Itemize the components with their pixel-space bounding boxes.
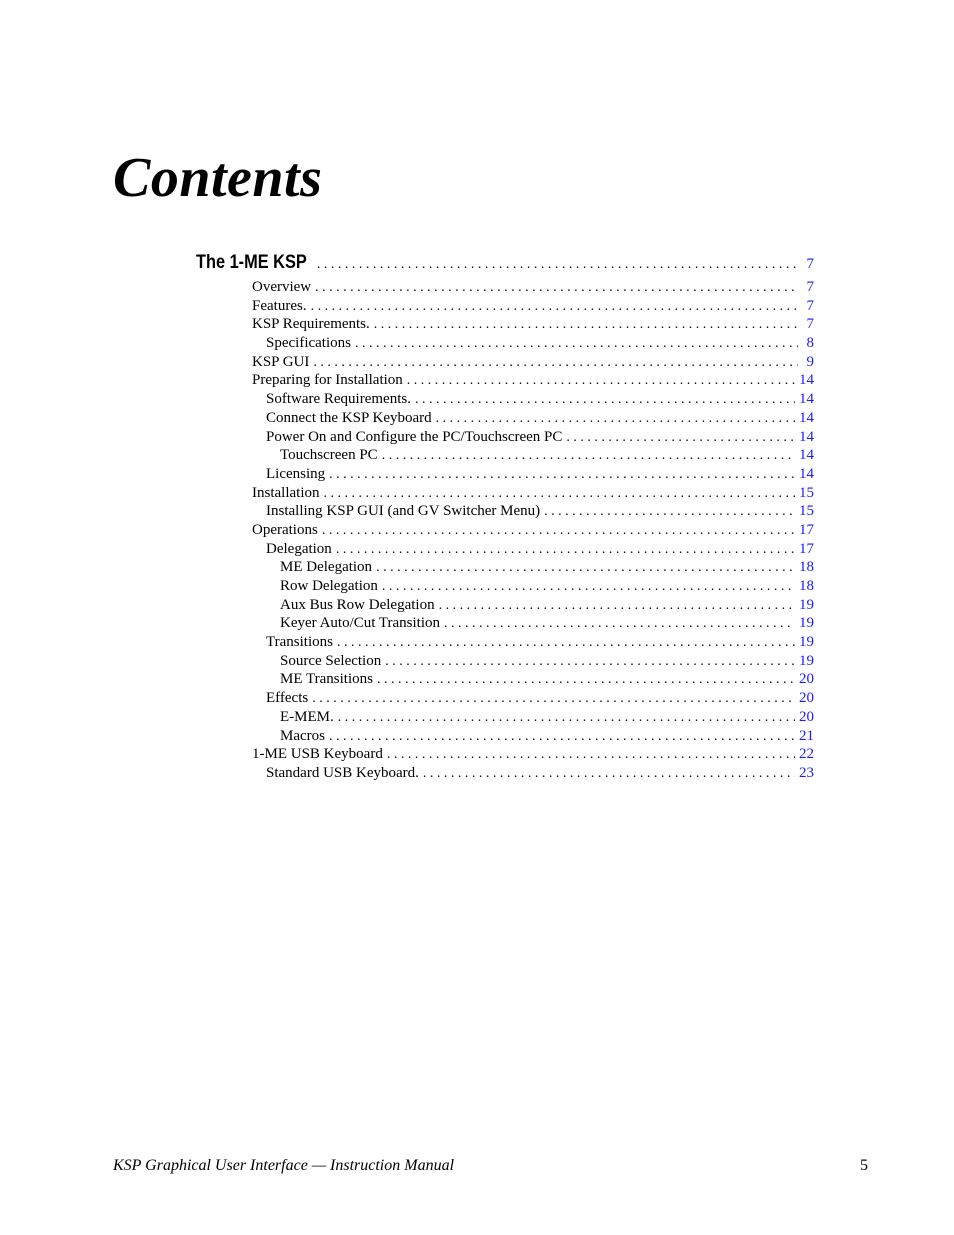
table-of-contents — [196, 252, 814, 783]
toc-entry[interactable] — [196, 334, 814, 353]
dot-leader — [376, 559, 795, 578]
toc-entry-label: Connect the KSP Keyboard — [266, 409, 432, 426]
toc-page-link[interactable]: 14 — [799, 428, 814, 445]
toc-entry-label: E-MEM. — [280, 708, 334, 725]
toc-entry-label: Aux Bus Row Delegation — [280, 596, 435, 613]
dot-leader — [407, 372, 795, 391]
page-title: Contents — [113, 147, 323, 209]
toc-entry[interactable] — [196, 353, 814, 372]
toc-page-link[interactable]: 20 — [799, 671, 814, 688]
toc-page-link[interactable]: 15 — [799, 484, 814, 501]
toc-entry[interactable] — [196, 446, 814, 465]
toc-entry[interactable] — [196, 278, 814, 297]
toc-page-link[interactable]: 14 — [799, 409, 814, 426]
dot-leader — [313, 354, 798, 373]
toc-page-link[interactable]: 7 — [806, 316, 814, 333]
toc-page-link[interactable]: 8 — [806, 335, 814, 352]
chapter-page-link[interactable]: 7 — [806, 256, 814, 272]
dot-leader — [337, 634, 795, 653]
toc-page-link[interactable]: 22 — [799, 746, 814, 763]
dot-leader — [377, 671, 795, 690]
toc-entry-label: Transitions — [266, 634, 333, 651]
dot-leader — [336, 541, 795, 560]
toc-page-link[interactable]: 20 — [799, 708, 814, 725]
dot-leader — [382, 447, 795, 466]
toc-entry[interactable] — [196, 428, 814, 447]
toc-page-link[interactable]: 7 — [806, 297, 814, 314]
toc-page-link[interactable]: 9 — [806, 353, 814, 370]
toc-page-link[interactable]: 18 — [799, 559, 814, 576]
footer-title: KSP Graphical User Interface — Instruction Manual — [113, 1157, 455, 1174]
dot-leader — [329, 466, 795, 485]
dot-leader — [329, 728, 795, 747]
toc-entry[interactable] — [196, 558, 814, 577]
dot-leader — [444, 615, 795, 634]
toc-page-link[interactable]: 20 — [799, 690, 814, 707]
toc-entry[interactable] — [196, 652, 814, 671]
dot-leader — [311, 298, 798, 317]
toc-entry-label: Operations — [252, 521, 318, 538]
toc-entry-list — [196, 278, 814, 783]
dot-leader — [387, 746, 795, 765]
dot-leader — [317, 257, 798, 273]
toc-entry-label: Source Selection — [280, 652, 382, 669]
toc-entry-label: Installing KSP GUI (and GV Switcher Menu) — [266, 503, 541, 520]
toc-entry[interactable] — [196, 502, 814, 521]
toc-entry[interactable] — [196, 764, 814, 783]
toc-entry[interactable] — [196, 540, 814, 559]
toc-entry-label: Delegation — [266, 540, 332, 557]
toc-page-link[interactable]: 18 — [799, 578, 814, 594]
toc-entry[interactable] — [196, 614, 814, 633]
dot-leader — [436, 410, 795, 429]
toc-entry-label: Row Delegation — [280, 578, 378, 594]
toc-entry-label: ME Transitions — [280, 671, 373, 688]
toc-entry[interactable] — [196, 689, 814, 708]
footer-page-number: 5 — [860, 1157, 868, 1174]
toc-page-link[interactable]: 19 — [799, 652, 814, 669]
toc-entry[interactable] — [196, 297, 814, 316]
toc-entry[interactable] — [196, 727, 814, 746]
toc-entry-label: KSP Requirements. — [252, 316, 370, 333]
dot-leader — [544, 503, 795, 522]
toc-page-link[interactable]: 21 — [799, 727, 814, 744]
toc-entry[interactable] — [196, 465, 814, 484]
toc-entry-label: Software Requirements. — [266, 391, 411, 408]
dot-leader — [374, 316, 798, 335]
toc-entry-label: Licensing — [266, 465, 326, 482]
toc-entry[interactable] — [196, 670, 814, 689]
toc-page-link[interactable]: 17 — [799, 540, 814, 557]
toc-page-link[interactable]: 14 — [799, 465, 814, 482]
chapter-title: The 1-ME KSP — [196, 252, 307, 273]
toc-page-link[interactable]: 19 — [799, 596, 814, 613]
toc-entry-label: Keyer Auto/Cut Transition — [280, 615, 441, 632]
toc-entry[interactable] — [196, 390, 814, 409]
toc-entry[interactable] — [196, 371, 814, 390]
toc-page-link[interactable]: 7 — [806, 279, 814, 295]
toc-page-link[interactable]: 17 — [799, 521, 814, 538]
toc-entry[interactable] — [196, 521, 814, 540]
toc-page-link[interactable]: 14 — [799, 391, 814, 408]
dot-leader — [423, 765, 795, 784]
toc-entry[interactable] — [196, 409, 814, 428]
toc-entry-label: Power On and Configure the PC/Touchscreen PC — [266, 428, 563, 445]
toc-page-link[interactable]: 19 — [799, 615, 814, 632]
toc-entry-label: Preparing for Installation — [252, 372, 403, 389]
toc-entry-label: ME Delegation — [280, 559, 373, 576]
toc-entry-label: Macros — [280, 727, 325, 744]
dot-leader — [355, 335, 798, 354]
toc-entry[interactable] — [196, 315, 814, 334]
toc-entry[interactable] — [196, 633, 814, 652]
dot-leader — [322, 522, 795, 541]
toc-page-link[interactable]: 19 — [799, 634, 814, 651]
toc-entry[interactable] — [196, 484, 814, 503]
toc-entry[interactable] — [196, 577, 814, 596]
toc-chapter-entry[interactable] — [196, 252, 814, 276]
toc-page-link[interactable]: 14 — [799, 447, 814, 464]
toc-entry-label: Features. — [252, 297, 307, 314]
dot-leader — [415, 391, 795, 410]
toc-entry-label: Overview — [252, 279, 312, 295]
toc-entry-label: Standard USB Keyboard. — [266, 764, 419, 781]
toc-entry-label: Effects — [266, 690, 309, 707]
toc-entry-label: KSP GUI — [252, 353, 310, 370]
dot-leader — [338, 709, 795, 728]
toc-entry[interactable] — [196, 745, 814, 764]
toc-entry-label: Installation — [252, 484, 320, 501]
dot-leader — [315, 279, 798, 298]
toc-page-link[interactable]: 23 — [799, 764, 814, 781]
toc-page-link[interactable]: 14 — [799, 372, 814, 389]
dot-leader — [566, 429, 795, 448]
toc-entry-label: Touchscreen PC — [280, 447, 378, 464]
toc-page-link[interactable]: 15 — [799, 503, 814, 520]
dot-leader — [385, 653, 795, 672]
toc-entry[interactable] — [196, 708, 814, 727]
dot-leader — [439, 597, 795, 616]
dot-leader — [382, 578, 795, 597]
toc-entry-label: Specifications — [266, 335, 351, 352]
dot-leader — [324, 485, 796, 504]
toc-entry[interactable] — [196, 596, 814, 615]
toc-entry-label: 1-ME USB Keyboard — [252, 746, 383, 763]
dot-leader — [312, 690, 795, 709]
